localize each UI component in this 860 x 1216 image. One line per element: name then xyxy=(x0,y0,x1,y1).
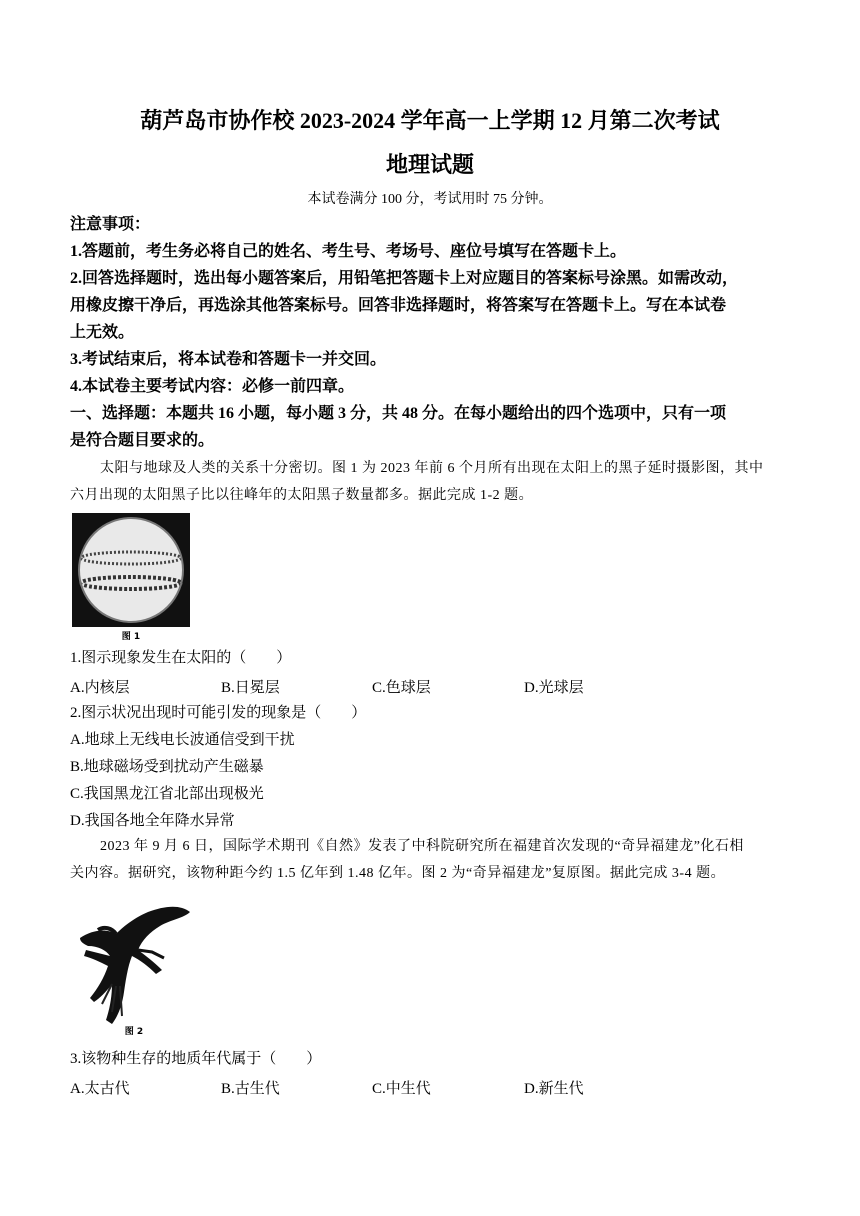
dinosaur-image xyxy=(72,900,196,1030)
question-1-option-b: B.日冕层 xyxy=(221,680,280,696)
exam-info: 本试卷满分 100 分，考试用时 75 分钟。 xyxy=(307,192,553,207)
material-1-line-2: 六月出现的太阳黑子比以往峰年的太阳黑子数量都多。据此完成 1-2 题。 xyxy=(70,488,534,503)
question-2-option-b: B.地球磁场受到扰动产生磁暴 xyxy=(70,759,264,775)
question-2-option-d: D.我国各地全年降水异常 xyxy=(70,813,235,829)
section-1-heading-line-1: 一、选择题：本题共 16 小题，每小题 3 分，共 48 分。在每小题给出的四个选项中，只有一项 xyxy=(70,405,727,422)
sunspot-image xyxy=(72,513,190,635)
exam-title: 葫芦岛市协作校 2023-2024 学年高一上学期 12 月第二次考试 xyxy=(140,108,720,133)
notice-item-2-line-1: 2.回答选择题时，选出每小题答案后，用铅笔把答题卡上对应题目的答案标号涂黑。如需改动， xyxy=(70,270,739,287)
subject-title: 地理试题 xyxy=(385,152,474,177)
notice-item-2-line-2: 用橡皮擦干净后，再选涂其他答案标号。回答非选择题时，将答案写在答题卡上。写在本试卷 xyxy=(70,297,727,314)
question-1-option-a: A.内核层 xyxy=(70,680,130,696)
question-3-stem: 3.该物种生存的地质年代属于（ ） xyxy=(70,1051,322,1067)
material-2-line-2: 关内容。据研究，该物种距今约 1.5 亿年到 1.48 亿年。图 2 为“奇异福建龙”复原图。据此完成 3-4 题。 xyxy=(70,866,726,881)
question-1-option-c: C.色球层 xyxy=(372,680,431,696)
question-1-option-d: D.光球层 xyxy=(524,680,584,696)
section-1-heading-line-2: 是符合题目要求的。 xyxy=(70,432,215,449)
notice-item-4: 4.本试卷主要考试内容：必修一前四章。 xyxy=(70,378,355,395)
material-2-line-1: 2023 年 9 月 6 日，国际学术期刊《自然》发表了中科院研究所在福建首次发现的“奇异福建龙”化石相 xyxy=(100,839,744,854)
question-2-option-c: C.我国黑龙江省北部出现极光 xyxy=(70,786,264,802)
figure-1-sunspots xyxy=(72,513,190,643)
question-3-option-a: A.太古代 xyxy=(70,1081,130,1097)
question-2-option-a: A.地球上无线电长波通信受到干扰 xyxy=(70,732,295,748)
notice-item-2-line-3: 上无效。 xyxy=(70,324,135,341)
notice-item-3: 3.考试结束后，将本试卷和答题卡一并交回。 xyxy=(70,351,387,368)
figure-2-caption: 图 2 xyxy=(124,1027,144,1037)
question-3-option-c: C.中生代 xyxy=(372,1081,431,1097)
notice-heading: 注意事项： xyxy=(70,216,151,233)
question-3-option-d: D.新生代 xyxy=(524,1081,584,1097)
material-1-line-1: 太阳与地球及人类的关系十分密切。图 1 为 2023 年前 6 个月所有出现在太阳上的黑子延时摄影图，其中 xyxy=(100,461,764,476)
question-1-stem: 1.图示现象发生在太阳的（ ） xyxy=(70,650,292,666)
notice-item-1: 1.答题前，考生务必将自己的姓名、考生号、考场号、座位号填写在答题卡上。 xyxy=(70,243,627,260)
question-3-option-b: B.古生代 xyxy=(221,1081,280,1097)
question-2-stem: 2.图示状况出现时可能引发的现象是（ ） xyxy=(70,705,367,721)
figure-1-caption: 图 1 xyxy=(121,632,141,642)
figure-2-dinosaur xyxy=(72,900,196,1040)
